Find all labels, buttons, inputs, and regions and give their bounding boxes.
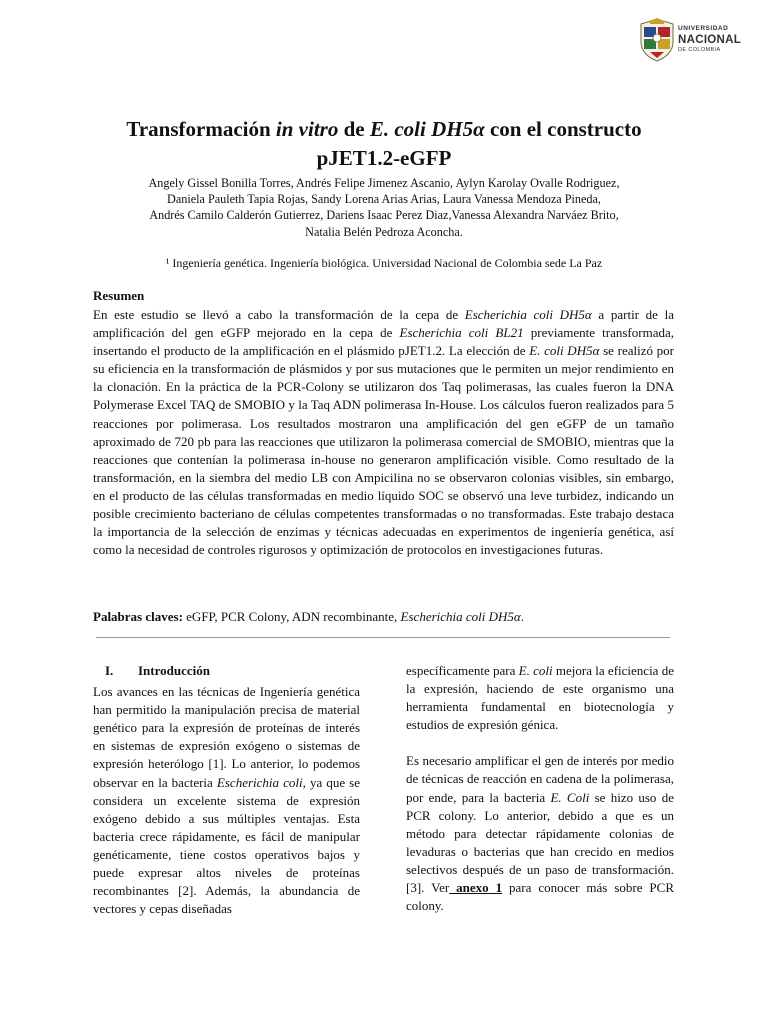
section-title: Introducción bbox=[138, 663, 210, 678]
university-logo bbox=[640, 18, 748, 64]
column-right bbox=[406, 662, 674, 915]
intro-text: ya que se considera un excelente sistema de expresión exógeno debido a sus múltiples ventajas. Esta bacteria crece rápidamente, es fácil de manipular genéticamente, tiene costos operativos bajos y puede expresar altos niveles de proteínas recombinantes [2]. Además, la abundancia de vectores y cepas diseñadas bbox=[93, 774, 361, 917]
right-text: se hizo uso de PCR colony. Lo anterior, debido a que es un método para detectar rápidamente colonias de levaduras o bacterias que han crecido en medios selectivos después de un paso de transformación. [3]. Ver bbox=[406, 789, 674, 896]
abstract-body bbox=[93, 306, 674, 559]
author-line: Angely Gissel Bonilla Torres, Andrés Felipe Jimenez Ascanio, Aylyn Karolay Ovalle Rodriguez, bbox=[148, 176, 620, 190]
title-part-1: Transformación bbox=[126, 117, 276, 141]
title-part-4: E. coli DH5α bbox=[369, 117, 485, 141]
title-part-3: de bbox=[338, 117, 370, 141]
title-part-5: con el constructo pJET1.2-eGFP bbox=[316, 117, 642, 170]
logo-line-1: UNIVERSIDAD bbox=[678, 25, 729, 32]
keywords-end: . bbox=[520, 609, 524, 624]
keywords-text: eGFP, PCR Colony, ADN recombinante, bbox=[182, 609, 401, 624]
author-line: Daniela Pauleth Tapia Rojas, Sandy Lorena Arias Arias, Laura Vanessa Mendoza Pineda, bbox=[167, 192, 601, 207]
keywords-italic: Escherichia coli DH5α bbox=[400, 609, 521, 624]
author-list bbox=[92, 175, 676, 240]
right-text: específicamente para bbox=[406, 663, 519, 678]
right-text: mejora la eficiencia de la expresión, haciendo de este organismo una herramienta fundamental en biotecnología y estudios de expresión génica. bbox=[406, 663, 674, 733]
right-paragraph-2 bbox=[406, 752, 674, 915]
right-text: para conocer más sobre PCR colony. bbox=[406, 880, 674, 914]
affiliation: ¹ Ingeniería genética. Ingeniería biológica. Universidad Nacional de Colombia sede La Paz bbox=[165, 256, 603, 270]
abstract-italic: Escherichia coli BL21 bbox=[399, 325, 524, 341]
intro-italic: Escherichia coli, bbox=[216, 774, 306, 790]
annex-link[interactable]: anexo 1 bbox=[449, 880, 503, 896]
abstract-text: se realizó por su eficiencia en la transformación de plásmidos y por sus mutaciones que le permiten un mejor rendimiento en la clonación. En la práctica de la PCR-Colony se utilizaron dos Taq polimerasas, las cuales fueron la DNA Polymerase Excel TAQ de SMOBIO y la Taq ADN polimerasa In-House. Los cálculos fueron realizados para 5 reacciones por polimerasa. Los resultados mostraron una amplificación del gen eGFP de un tamaño aproximado de 720 pb para las reacciones que utilizaron la polimerasa comercial de SMOBIO, mientras que la reacciones que contenían la polimerasa in-house no generaron amplificación visible. Como resultado de la transformación, en la siembra del medio LB con Ampicilina no se observaron colonias visibles, sin embargo, en el producto de las células transformadas en medio líquido SOC se observó una leve turbidez, indicando un posible crecimiento bacteriano de células competentes transformadas o no transformadas. Este trabajo destaca la importancia de la selección de enzimas y técnicas adecuadas en experimentos de ingeniería genética, así como la necesidad de controles rigurosos y optimización de protocolos en investigaciones futuras. bbox=[93, 343, 674, 558]
section-number: I. bbox=[105, 663, 114, 678]
section-divider bbox=[96, 637, 670, 638]
right-italic: E. Coli bbox=[550, 789, 590, 805]
intro-paragraph bbox=[93, 683, 360, 918]
author-line: Natalia Belén Pedroza Aconcha. bbox=[305, 224, 463, 239]
logo-wordmark bbox=[678, 26, 741, 54]
abstract-heading: Resumen bbox=[93, 288, 145, 303]
intro-text: Los avances en las técnicas de Ingeniería genética han permitido la manipulación precisa de material genético para la expresión de proteínas de interés en sistemas de expresión exógeno o sistemas de expresión heterólogo [1]. Lo anterior, lo podemos observar en la bacteria bbox=[93, 684, 360, 790]
author-line: Andrés Camilo Calderón Gutierrez, Dariens Isaac Perez Diaz,Vanessa Alexandra Narváez Brito, bbox=[149, 208, 619, 223]
abstract-text: previamente transformada, insertando el producto de la amplificación en el plásmido pJET1.2. La elección de bbox=[93, 325, 674, 359]
logo-line-3: DE COLOMBIA bbox=[678, 47, 721, 53]
keywords-label: Palabras claves: bbox=[93, 609, 183, 624]
logo-line-2: NACIONAL bbox=[678, 33, 742, 46]
university-shield-icon bbox=[640, 18, 674, 62]
column-left bbox=[93, 662, 360, 918]
abstract-text: En este estudio se llevó a cabo la transformación de la cepa de bbox=[93, 307, 465, 322]
right-italic: E. coli bbox=[518, 663, 553, 678]
title-part-2: in vitro bbox=[275, 117, 339, 141]
abstract-italic: E. coli DH5α bbox=[529, 343, 600, 359]
abstract-italic: Escherichia coli DH5α bbox=[464, 307, 592, 322]
right-text: Es necesario amplificar el gen de interés por medio de técnicas de reacción en cadena de la polimerasa, por ende, para la bacteria bbox=[406, 753, 674, 805]
abstract-text: a partir de la amplificación del gen eGFP mejorado en la cepa de bbox=[93, 307, 674, 341]
paper-title bbox=[92, 115, 676, 173]
right-paragraph-1 bbox=[406, 662, 674, 734]
keywords bbox=[93, 609, 674, 625]
section-heading-introduction bbox=[105, 662, 360, 680]
